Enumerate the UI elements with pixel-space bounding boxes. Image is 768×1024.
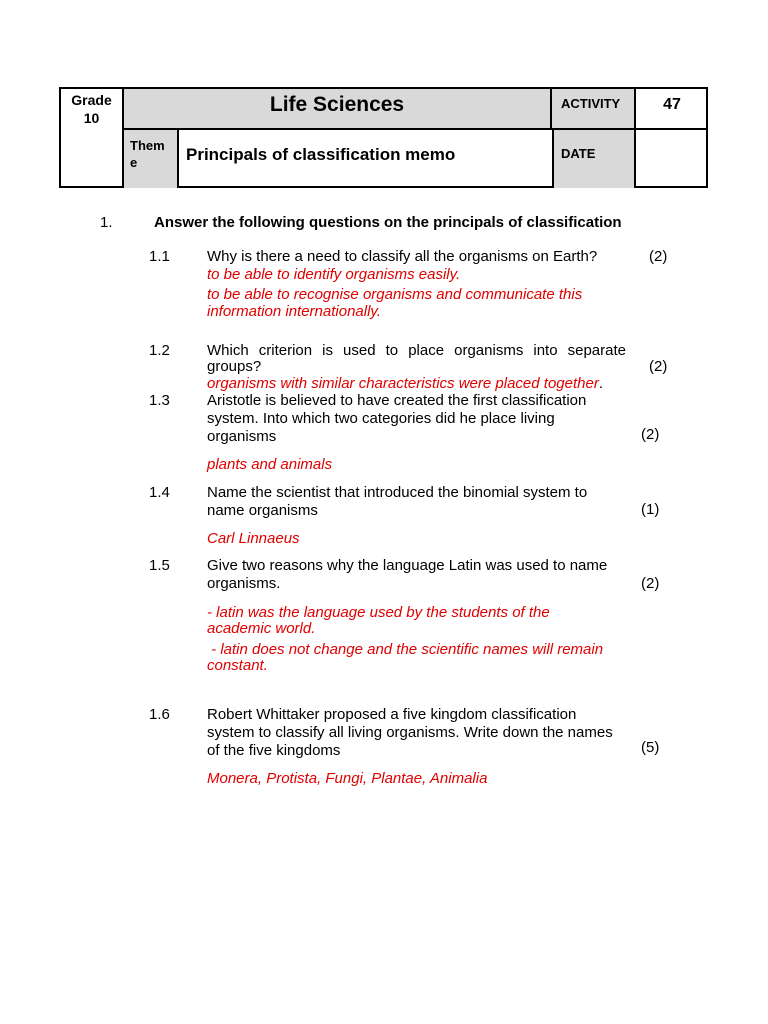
activity-number: 47 — [636, 89, 708, 130]
question-text: name organisms — [207, 502, 318, 519]
answer-text: - latin does not change and the scientific names will remain — [207, 641, 604, 658]
header-table — [59, 87, 708, 188]
question-text: Which criterion is used to place organisms into separate — [207, 342, 626, 359]
item-number: 1.5 — [149, 557, 170, 574]
item-number: 1.2 — [149, 342, 170, 359]
answer-line — [207, 375, 603, 393]
marks: (2) — [649, 248, 668, 265]
theme-value: Principals of classification memo — [179, 130, 554, 188]
answer-text: Carl Linnaeus — [207, 530, 300, 547]
question-text: Why is there a need to classify all the organisms on Earth? — [207, 248, 598, 265]
item-number: 1.4 — [149, 484, 170, 501]
item-number: 1.1 — [149, 248, 170, 265]
question-text: groups? — [207, 358, 262, 375]
question-text: of the five kingdoms — [207, 742, 341, 759]
date-value — [636, 130, 708, 188]
theme-label-line1: Them — [130, 138, 165, 153]
question-text: Give two reasons why the language Latin was used to name — [207, 557, 608, 574]
item-number: 1.3 — [149, 392, 170, 409]
subject-title: Life Sciences — [124, 89, 552, 130]
question-text: organisms — [207, 428, 277, 445]
answer-text: - latin was the language used by the students of the — [207, 604, 550, 621]
answer-text: organisms with similar characteristics were placed together — [207, 375, 599, 392]
answer-text: to be able to identify organisms easily. — [207, 266, 461, 283]
answer-suffix: . — [598, 375, 603, 392]
theme-label-line2: e — [130, 155, 138, 170]
answer-text: to be able to recognise organisms and communicate this — [207, 286, 583, 303]
question-text: organisms. — [207, 575, 281, 592]
marks: (1) — [641, 501, 660, 518]
marks: (2) — [649, 358, 668, 375]
answer-text: academic world. — [207, 620, 316, 637]
item-number: 1.6 — [149, 706, 170, 723]
question-text: Aristotle is believed to have created the first classification — [207, 392, 587, 409]
question-text: system to classify all living organisms. Write down the names — [207, 724, 613, 741]
answer-text: Monera, Protista, Fungi, Plantae, Animalia — [207, 770, 488, 787]
question-1-number: 1. — [100, 214, 113, 231]
marks: (2) — [641, 575, 660, 592]
question-1-text: Answer the following questions on the principals of classification — [154, 214, 622, 231]
grade-cell — [61, 89, 124, 188]
date-label: DATE — [554, 130, 636, 188]
question-text: Robert Whittaker proposed a five kingdom classification — [207, 706, 577, 723]
grade-value: 10 — [83, 110, 100, 126]
question-text: Name the scientist that introduced the binomial system to — [207, 484, 588, 501]
theme-label — [124, 130, 179, 188]
question-text: system. Into which two categories did he place living — [207, 410, 555, 427]
grade-label: Grade — [71, 92, 112, 108]
activity-label: ACTIVITY — [552, 89, 636, 130]
answer-text: information internationally. — [207, 303, 381, 320]
marks: (2) — [641, 426, 660, 443]
answer-text: plants and animals — [207, 456, 333, 473]
answer-text: constant. — [207, 657, 268, 674]
marks: (5) — [641, 739, 660, 756]
